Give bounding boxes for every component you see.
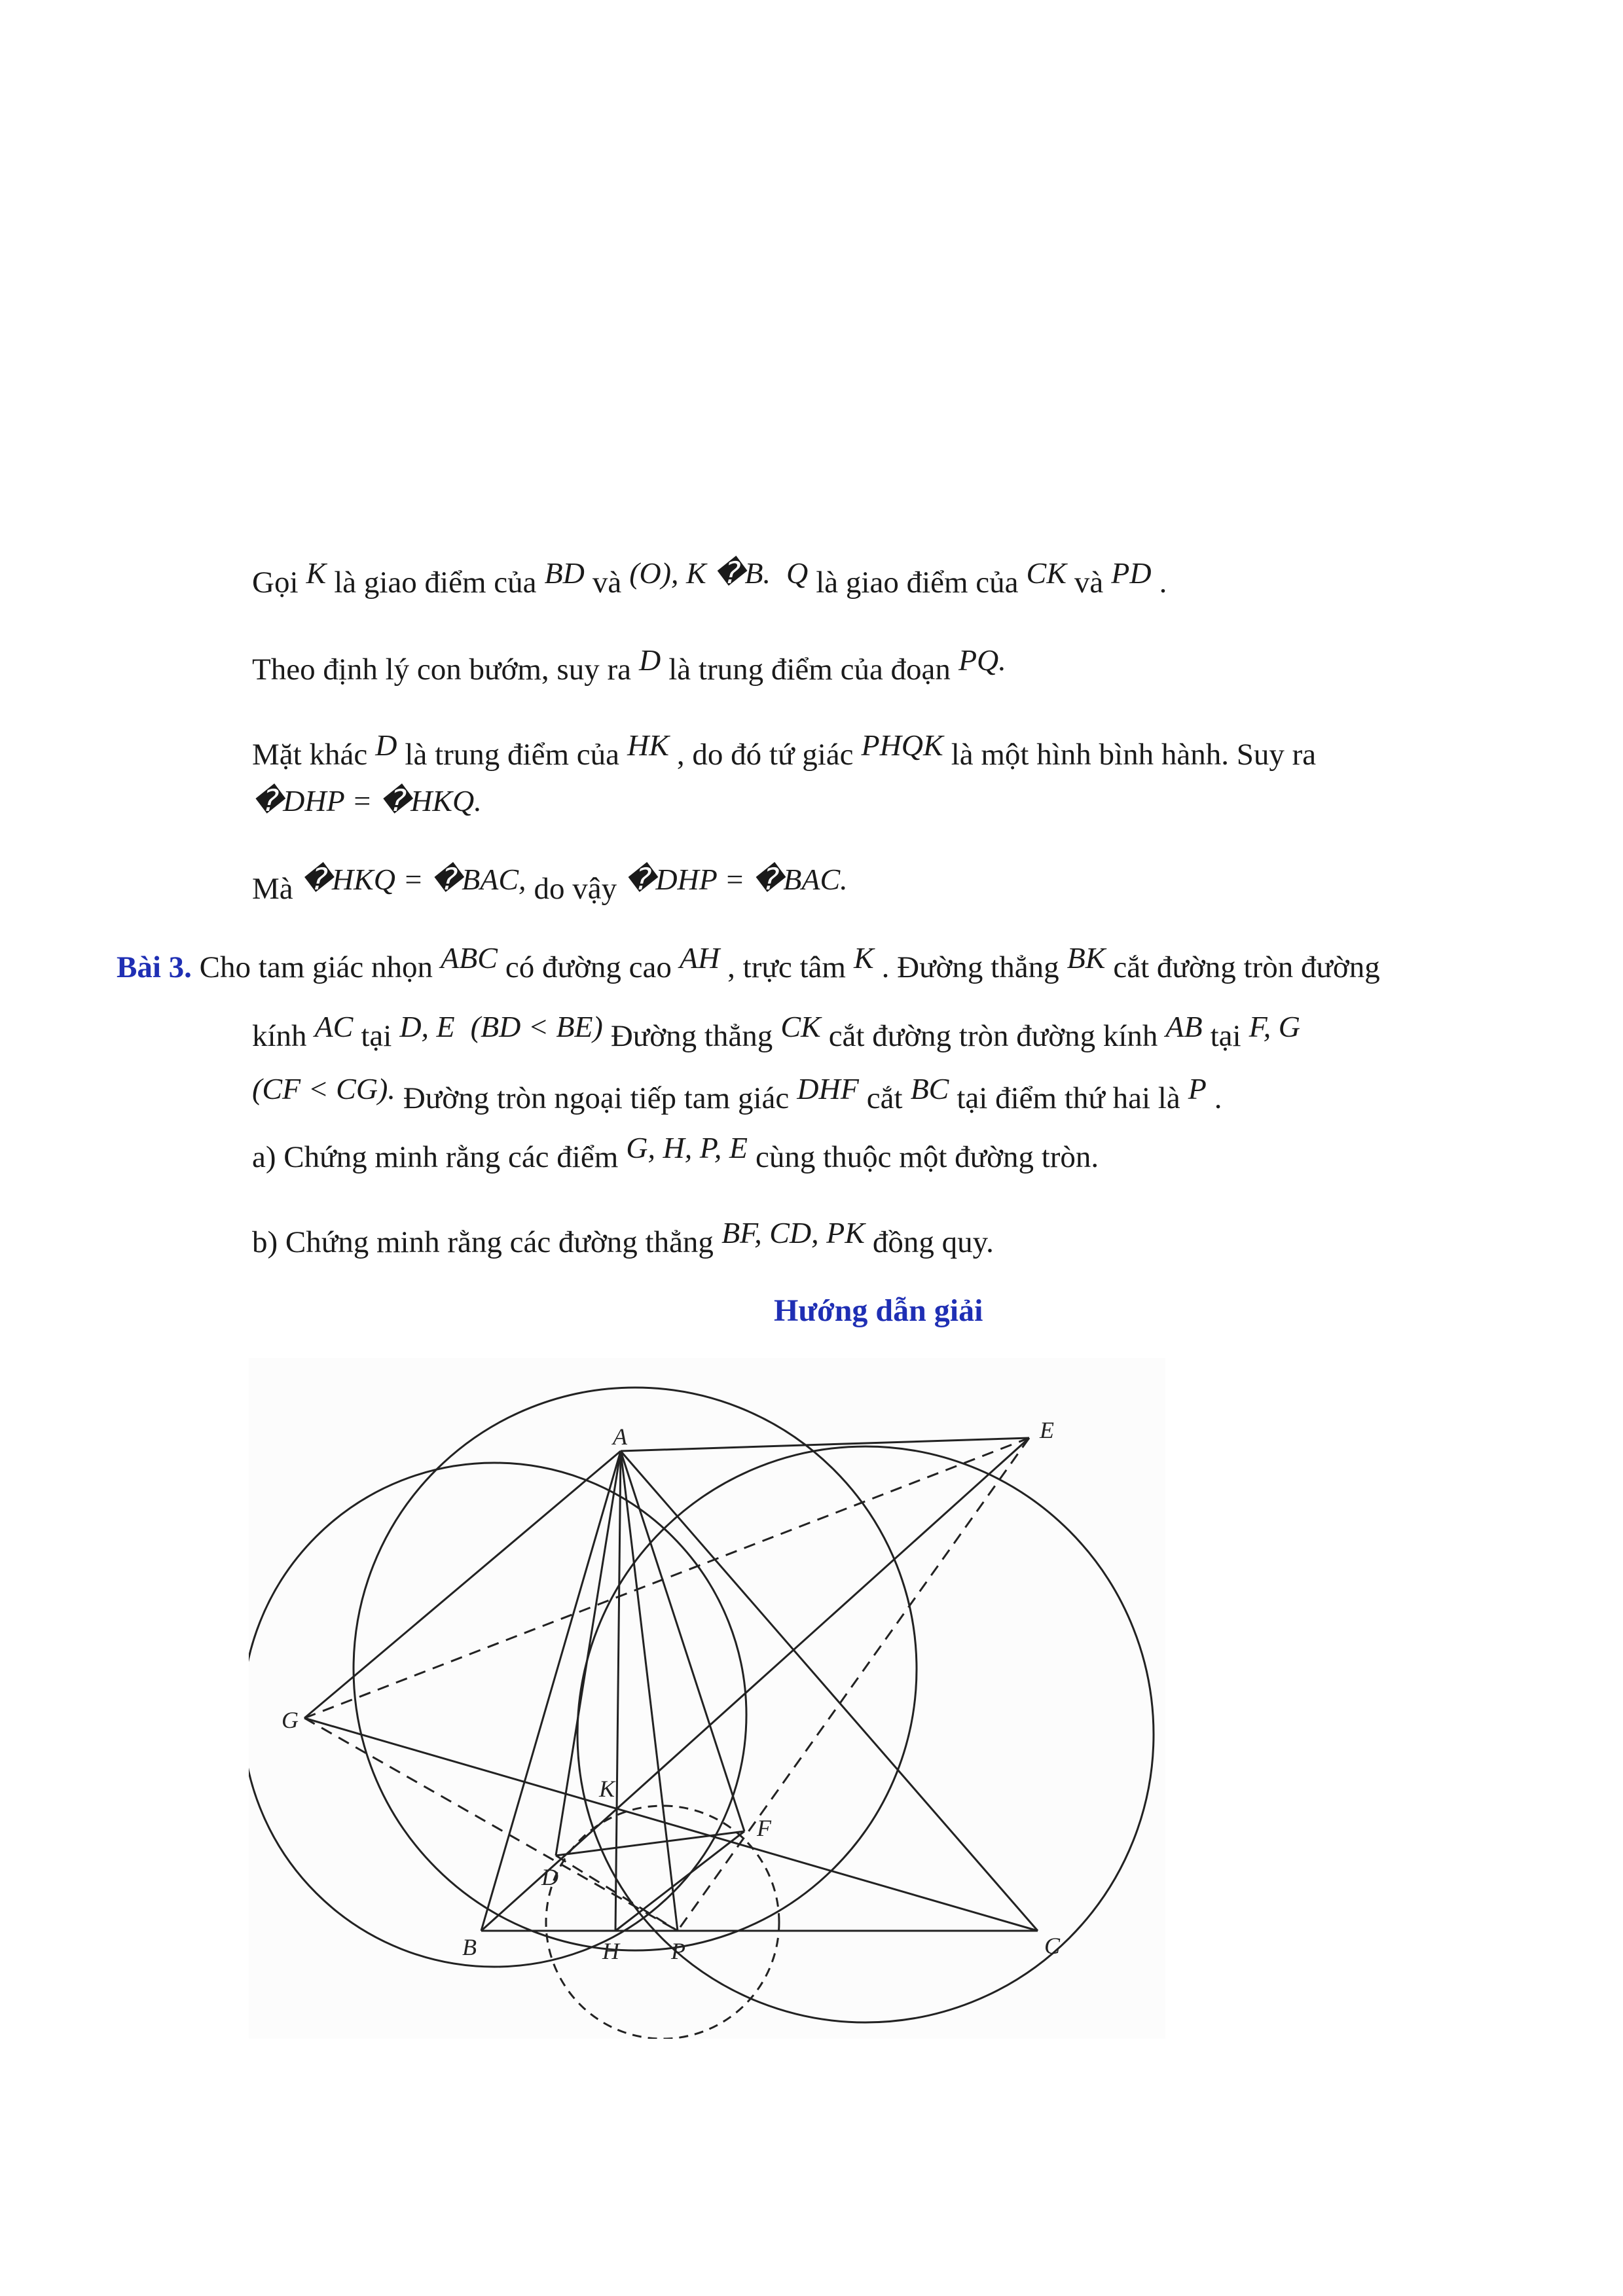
- text: Cho tam giác nhọn: [199, 950, 433, 984]
- label-c: C: [1044, 1933, 1061, 1959]
- text: tại: [361, 1019, 392, 1053]
- math: D: [639, 643, 661, 677]
- text: Đường tròn ngoại tiếp tam giác: [403, 1081, 790, 1115]
- problem-line2: [252, 1010, 1308, 1054]
- para1-line: [252, 556, 1167, 601]
- text: và: [1074, 565, 1104, 600]
- text: là trung điểm của đoạn: [668, 653, 951, 687]
- segment-ac: [621, 1451, 1038, 1931]
- math: �DHP = �BAC.: [625, 863, 848, 896]
- math: CK: [780, 1010, 821, 1043]
- math: �HKQ = �BAC,: [301, 863, 526, 896]
- text: và: [592, 565, 622, 600]
- label-k: K: [599, 1776, 615, 1802]
- label-a: A: [613, 1424, 627, 1450]
- text: có đường cao: [505, 950, 672, 984]
- segment-be: [481, 1438, 1029, 1931]
- math: AB: [1165, 1010, 1203, 1043]
- para2-line: [252, 643, 1014, 688]
- math: D, E: [399, 1010, 455, 1043]
- text: , do đó tứ giác: [676, 738, 854, 772]
- circle-middle: [354, 1388, 917, 1950]
- math: G, H, P, E: [626, 1131, 748, 1164]
- text: b) Chứng minh rằng các đường thẳng: [252, 1225, 714, 1259]
- text: , trực tâm: [727, 950, 846, 984]
- label-g: G: [282, 1707, 299, 1733]
- segment-ah: [615, 1451, 621, 1931]
- math: AH: [679, 941, 720, 975]
- text: là giao điểm của: [334, 565, 537, 600]
- text: cắt đường tròn đường: [1113, 950, 1380, 984]
- text: . Đường thẳng: [881, 950, 1059, 984]
- math: BF, CD, PK: [721, 1216, 865, 1249]
- text: Đường thẳng: [610, 1019, 773, 1053]
- text: .: [1214, 1081, 1222, 1115]
- dashed-ge: [304, 1438, 1029, 1718]
- para3-line2: [252, 783, 490, 819]
- math: K: [306, 556, 327, 590]
- label-p: P: [671, 1938, 685, 1964]
- segment-af: [621, 1451, 744, 1831]
- geometry-figure: [249, 1358, 1165, 2039]
- text: cắt đường tròn đường kính: [828, 1019, 1158, 1053]
- problem-label: Bài 3.: [117, 950, 192, 984]
- dashed-ep: [678, 1438, 1029, 1931]
- problem-line1: [117, 941, 1380, 986]
- para4-line: [252, 863, 856, 907]
- text: a) Chứng minh rằng các điểm: [252, 1140, 619, 1174]
- label-f: F: [757, 1815, 771, 1841]
- math: (BD < BE): [470, 1010, 603, 1043]
- text: Theo định lý con bướm, suy ra: [252, 653, 631, 687]
- math: HK: [627, 728, 669, 762]
- text: .: [1159, 565, 1167, 600]
- text: là trung điểm của: [405, 738, 619, 772]
- text: Gọi: [252, 565, 299, 600]
- problem-part-a: [252, 1131, 1099, 1175]
- math: PHQK: [861, 728, 943, 762]
- text: là một hình bình hành. Suy ra: [951, 738, 1317, 772]
- math: F, G: [1249, 1010, 1300, 1043]
- circle-diameter-ab: [249, 1463, 746, 1967]
- math: P: [1188, 1072, 1207, 1105]
- math: BC: [910, 1072, 949, 1105]
- para3-line1: [252, 728, 1317, 773]
- math: Q: [786, 556, 809, 590]
- segment-gc: [304, 1718, 1038, 1931]
- figure-svg: [249, 1358, 1165, 2039]
- text: Mà: [252, 872, 293, 906]
- math: PQ.: [958, 643, 1006, 677]
- segment-ag: [304, 1451, 621, 1718]
- math: BK: [1067, 941, 1106, 975]
- text: cùng thuộc một đường tròn.: [756, 1140, 1099, 1174]
- problem-part-b: [252, 1216, 994, 1261]
- text: do vậy: [534, 872, 617, 906]
- solution-title: Hướng dẫn giải: [774, 1293, 983, 1328]
- math: (CF < CG).: [252, 1072, 395, 1105]
- label-d: D: [541, 1864, 558, 1890]
- math: AC: [314, 1010, 354, 1043]
- math: PD: [1111, 556, 1152, 590]
- text: kính: [252, 1019, 307, 1053]
- problem-line3: [252, 1072, 1222, 1117]
- text: tại điểm thứ hai là: [957, 1081, 1180, 1115]
- math: DHF: [797, 1072, 859, 1105]
- text: tại: [1210, 1019, 1241, 1053]
- math: ABC: [441, 941, 498, 975]
- text: Mặt khác: [252, 738, 368, 772]
- label-e: E: [1040, 1417, 1054, 1443]
- math: BD: [544, 556, 585, 590]
- math: �DHP = �HKQ.: [252, 784, 482, 817]
- circle-diameter-ac: [577, 1446, 1154, 2022]
- math: (O), K �B.: [629, 556, 771, 590]
- label-h: H: [602, 1938, 619, 1964]
- math: CK: [1026, 556, 1067, 590]
- text: đồng quy.: [872, 1225, 994, 1259]
- text: cắt: [866, 1081, 903, 1115]
- text: là giao điểm của: [816, 565, 1019, 600]
- math: D: [375, 728, 397, 762]
- label-b: B: [462, 1934, 477, 1960]
- math: K: [853, 941, 874, 975]
